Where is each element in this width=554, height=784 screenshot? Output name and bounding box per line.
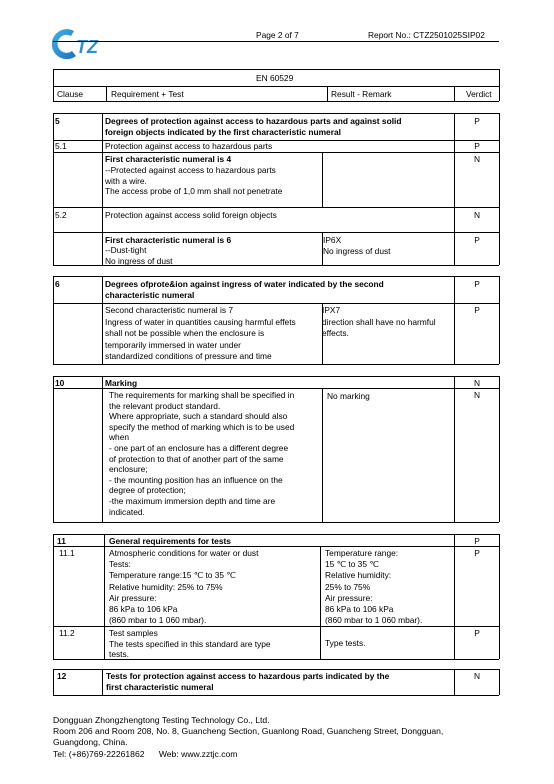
verdict-5-1: P	[474, 141, 480, 151]
svg-text:TZ: TZ	[76, 37, 98, 57]
col-result: Result - Remark	[331, 89, 392, 99]
result-11-2: Type tests.	[325, 638, 366, 648]
verdict-5-2: N	[473, 210, 481, 220]
verdict-5: P	[474, 116, 480, 126]
req-6a: Second characteristic numeral is 7 Ingress of water in quantities causing harmful effets shall not be possible when the enclosure is temporarily immersed in water under standardized conditions of pressure and time	[105, 305, 296, 362]
col-clause: Clause	[57, 89, 84, 99]
clause-11: 11	[57, 536, 66, 546]
verdict-6a: P	[474, 305, 480, 315]
result-6a: IPX7 direction shall have no harmful effects.	[322, 305, 436, 339]
company-logo	[52, 25, 116, 63]
verdict-11-1: P	[474, 548, 480, 558]
standard-name: EN 60529	[256, 73, 294, 83]
clause-12: 12	[57, 671, 67, 681]
result-5-2a: IP6X No ingress of dust	[323, 235, 391, 256]
verdict-10: N	[473, 378, 481, 388]
verdict-6: P	[474, 279, 480, 289]
clause-5-2: 5.2	[55, 210, 67, 220]
req-11-2: Test samples The tests specified in this standard are type tests.	[109, 628, 271, 660]
clause-11-2: 11.2	[59, 628, 75, 638]
req-5-2a: --Dust-tight No ingress of dust	[105, 245, 173, 266]
col-verdict: Verdict	[466, 89, 492, 99]
req-12: Tests for protection against access to hazardous parts indicated by the first characteristic numeral	[106, 671, 390, 692]
req-10: Marking	[105, 378, 138, 388]
clause-6: 6	[55, 279, 60, 289]
footer-contact: Tel: (+86)769-22261862 Web: www.zztjc.com	[53, 749, 238, 759]
verdict-10a: N	[473, 390, 481, 400]
result-11-1: Temperature range: 15 ℃ to 35 ℃ Relative humidity: 25% to 75% Air pressure: 86 kPa to 106 kPa (860 mbar to 1 060 mbar).	[325, 548, 423, 626]
verdict-11: P	[474, 536, 480, 546]
req-11-1: Atmospheric conditions for water or dust Tests: Temperature range:15 ℃ to 35 ℃ Relative humidity: 25% to 75% Air pressure: 86 kPa to 106 kPa (860 mbar to 1 060 mbar).	[109, 548, 259, 626]
verdict-12: N	[473, 671, 481, 681]
clause-10: 10	[55, 378, 65, 388]
req-5-2: Protection against access solid foreign objects	[105, 210, 277, 220]
req-5-1a: --Protected against access to hazardous parts with a wire. The access probe of 1,0 mm shall not penetrate	[105, 165, 283, 197]
footer-address: Room 206 and Room 208, No. 8, Guancheng Section, Guanlong Road, Guancheng Street, Dongguan, Guangdong, China.	[53, 726, 444, 747]
footer-company: Dongguan Zhongzhengtong Testing Technology Co., Ltd.	[53, 715, 270, 725]
clause-5-1: 5.1	[55, 141, 67, 151]
clause-11-1: 11.1	[59, 548, 75, 558]
req-5: Degrees of protection against access to hazardous parts and against solid foreign objects indicated by the first characteristic numeral	[105, 116, 402, 137]
col-requirement: Requirement + Test	[111, 89, 184, 99]
page-number: Page 2 of 7	[256, 30, 299, 40]
clause-5: 5	[55, 116, 60, 126]
verdict-5-1a: N	[473, 154, 481, 164]
req-5-1: Protection against access to hazardous parts	[105, 141, 273, 151]
report-number: Report No.: CTZ2501025SIP02	[368, 30, 485, 40]
req-11: General requirements for tests	[109, 536, 231, 546]
result-10a: No marking	[327, 391, 370, 401]
req-6: Degrees ofprote&ion against ingress of water indicated by the second characteristic numeral	[105, 279, 384, 300]
req-10a: The requirements for marking shall be specified in the relevant product standard. Where appropriate, such a standard should also specify the method of marking which is to be used when - one part of an enclosure has a different degree of protection to that of another part of the same enclosure; - the mounting position has an influence on the degree of protection; -the maximum immersion depth and time are indicated.	[109, 390, 295, 517]
verdict-11-2: P	[474, 628, 480, 638]
req-5-1a-title: First characteristic numeral is 4	[105, 154, 232, 164]
req-5-2a-title: First characteristic numeral is 6	[105, 235, 232, 245]
verdict-5-2a: P	[474, 235, 480, 245]
